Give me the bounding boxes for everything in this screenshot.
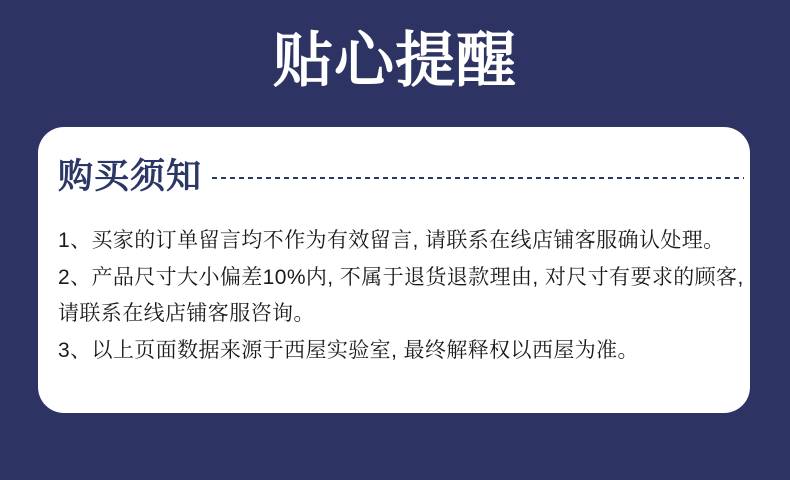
dashed-divider <box>212 177 744 179</box>
page-title: 贴心提醒 <box>273 27 517 94</box>
notice-line-2-continued: 请联系在线店铺客服咨询。 <box>58 302 315 325</box>
card-header <box>58 159 744 194</box>
notice-line-2: 2、产品尺寸大小偏差10%内, 不属于退货退款理由, 对尺寸有要求的顾客, <box>58 265 744 289</box>
notice-list <box>58 223 744 369</box>
notice-line-1: 1、买家的订单留言均不作为有效留言, 请联系在线店铺客服确认处理。 <box>58 229 725 252</box>
notice-card <box>38 127 750 413</box>
notice-line-3: 3、以上页面数据来源于西屋实验室, 最终解释权以西屋为准。 <box>58 338 639 362</box>
card-heading: 购买须知 <box>58 157 203 196</box>
